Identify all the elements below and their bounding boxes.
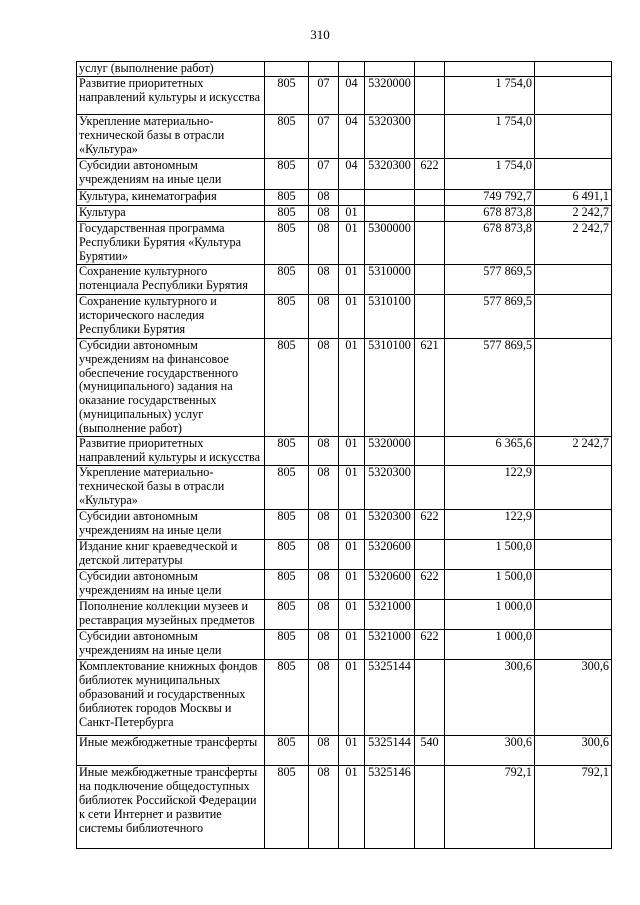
- row-sum-1: 1 000,0: [445, 629, 535, 659]
- row-pr: 01: [339, 294, 365, 338]
- row-ved: 805: [265, 569, 309, 599]
- row-rz: 08: [309, 539, 339, 569]
- row-ved: 805: [265, 765, 309, 848]
- row-csr: 5321000: [365, 599, 415, 629]
- row-sum-1: 749 792,7: [445, 190, 535, 206]
- row-ved: 805: [265, 659, 309, 735]
- row-csr: 5321000: [365, 629, 415, 659]
- row-rz: 08: [309, 629, 339, 659]
- row-pr: 01: [339, 206, 365, 222]
- row-vr: [415, 264, 445, 294]
- row-rz: 07: [309, 115, 339, 159]
- row-vr: [415, 62, 445, 77]
- row-sum-1: 1 000,0: [445, 599, 535, 629]
- row-name: Культура, кинематография: [77, 190, 265, 206]
- table-row: [77, 222, 612, 265]
- row-pr: 04: [339, 159, 365, 190]
- table-row: [77, 115, 612, 159]
- row-rz: [309, 62, 339, 77]
- row-sum-1: 1 754,0: [445, 115, 535, 159]
- row-sum-2: [535, 77, 612, 115]
- table-row: [77, 294, 612, 338]
- row-rz: 08: [309, 569, 339, 599]
- row-csr: 5320000: [365, 437, 415, 466]
- row-vr: [415, 765, 445, 848]
- row-csr: 5320300: [365, 115, 415, 159]
- row-ved: 805: [265, 222, 309, 265]
- row-sum-1: 300,6: [445, 659, 535, 735]
- table-row: [77, 539, 612, 569]
- table-row: [77, 465, 612, 509]
- row-name: Иные межбюджетные трансферты на подключение общедоступных библиотек Российской Федерации к сети Интернет и развитие системы библиотечного: [77, 765, 265, 848]
- row-ved: 805: [265, 294, 309, 338]
- row-vr: [415, 77, 445, 115]
- row-sum-1: 122,9: [445, 465, 535, 509]
- row-pr: 01: [339, 338, 365, 436]
- row-name: Развитие приоритетных направлений культуры и искусства: [77, 437, 265, 466]
- row-rz: 08: [309, 599, 339, 629]
- row-rz: 08: [309, 659, 339, 735]
- row-csr: 5310100: [365, 294, 415, 338]
- row-name: Иные межбюджетные трансферты: [77, 735, 265, 765]
- row-csr: [365, 62, 415, 77]
- row-rz: 08: [309, 735, 339, 765]
- row-name: Государственная программа Республики Бурятия «Культура Бурятии»: [77, 222, 265, 265]
- row-csr: 5310000: [365, 264, 415, 294]
- row-csr: 5320300: [365, 159, 415, 190]
- table-row: [77, 629, 612, 659]
- table-row: [77, 62, 612, 77]
- table-row: [77, 659, 612, 735]
- row-vr: [415, 115, 445, 159]
- row-csr: 5325146: [365, 765, 415, 848]
- table-row: [77, 206, 612, 222]
- row-sum-2: [535, 509, 612, 539]
- row-name: Культура: [77, 206, 265, 222]
- row-rz: 08: [309, 222, 339, 265]
- row-ved: 805: [265, 629, 309, 659]
- row-sum-2: [535, 62, 612, 77]
- row-rz: 08: [309, 264, 339, 294]
- row-vr: [415, 294, 445, 338]
- row-ved: 805: [265, 509, 309, 539]
- page-number: 310: [310, 27, 330, 42]
- row-ved: 805: [265, 159, 309, 190]
- table-row: [77, 159, 612, 190]
- row-vr: 622: [415, 569, 445, 599]
- row-sum-1: 577 869,5: [445, 264, 535, 294]
- row-ved: 805: [265, 599, 309, 629]
- row-ved: 805: [265, 206, 309, 222]
- row-sum-2: 792,1: [535, 765, 612, 848]
- row-sum-2: 2 242,7: [535, 437, 612, 466]
- row-vr: 622: [415, 629, 445, 659]
- row-pr: 01: [339, 509, 365, 539]
- table-row: [77, 77, 612, 115]
- row-vr: [415, 599, 445, 629]
- row-sum-1: 300,6: [445, 735, 535, 765]
- row-vr: 621: [415, 338, 445, 436]
- table-row: [77, 569, 612, 599]
- budget-table: [76, 61, 612, 849]
- row-sum-2: [535, 599, 612, 629]
- row-sum-2: [535, 294, 612, 338]
- row-sum-1: 1 754,0: [445, 77, 535, 115]
- row-ved: 805: [265, 115, 309, 159]
- row-pr: 01: [339, 264, 365, 294]
- table-row: [77, 190, 612, 206]
- row-vr: 622: [415, 509, 445, 539]
- row-rz: 08: [309, 765, 339, 848]
- row-csr: 5320000: [365, 77, 415, 115]
- row-csr: 5320600: [365, 569, 415, 599]
- row-vr: 540: [415, 735, 445, 765]
- row-ved: 805: [265, 190, 309, 206]
- row-csr: 5325144: [365, 735, 415, 765]
- row-ved: 805: [265, 437, 309, 466]
- row-sum-1: 6 365,6: [445, 437, 535, 466]
- row-pr: 01: [339, 569, 365, 599]
- row-vr: [415, 465, 445, 509]
- row-vr: 622: [415, 159, 445, 190]
- row-sum-1: [445, 62, 535, 77]
- row-sum-2: 2 242,7: [535, 222, 612, 265]
- row-sum-2: 2 242,7: [535, 206, 612, 222]
- row-rz: 08: [309, 465, 339, 509]
- row-vr: [415, 190, 445, 206]
- row-pr: [339, 190, 365, 206]
- row-rz: 08: [309, 294, 339, 338]
- row-csr: 5300000: [365, 222, 415, 265]
- row-pr: 04: [339, 77, 365, 115]
- row-rz: 08: [309, 190, 339, 206]
- table-row: [77, 264, 612, 294]
- row-name: услуг (выполнение работ): [77, 62, 265, 77]
- row-sum-1: 1 500,0: [445, 539, 535, 569]
- row-sum-2: [535, 629, 612, 659]
- row-csr: 5325144: [365, 659, 415, 735]
- row-name: Комплектование книжных фондов библиотек муниципальных образований и государственных библиотек городов Москвы и Санкт-Петербурга: [77, 659, 265, 735]
- row-rz: 08: [309, 437, 339, 466]
- row-name: Субсидии автономным учреждениям на иные цели: [77, 569, 265, 599]
- row-ved: 805: [265, 264, 309, 294]
- row-sum-2: [535, 569, 612, 599]
- table-row: [77, 338, 612, 436]
- row-ved: 805: [265, 539, 309, 569]
- row-csr: 5310100: [365, 338, 415, 436]
- row-sum-1: 122,9: [445, 509, 535, 539]
- row-rz: 08: [309, 206, 339, 222]
- row-name: Сохранение культурного и исторического наследия Республики Бурятия: [77, 294, 265, 338]
- row-vr: [415, 659, 445, 735]
- row-name: Укрепление материально-технической базы в отрасли «Культура»: [77, 115, 265, 159]
- table-row: [77, 735, 612, 765]
- row-sum-1: 577 869,5: [445, 338, 535, 436]
- row-name: Пополнение коллекции музеев и реставрация музейных предметов: [77, 599, 265, 629]
- row-sum-1: 678 873,8: [445, 222, 535, 265]
- table-row: [77, 765, 612, 848]
- row-sum-2: [535, 264, 612, 294]
- row-sum-2: 300,6: [535, 735, 612, 765]
- row-pr: 01: [339, 735, 365, 765]
- table-row: [77, 599, 612, 629]
- row-csr: 5320300: [365, 465, 415, 509]
- row-name: Издание книг краеведческой и детской литературы: [77, 539, 265, 569]
- row-ved: 805: [265, 77, 309, 115]
- row-name: Субсидии автономным учреждениям на финансовое обеспечение государственного (муниципального) задания на оказание государственных (муниципальных) услуг (выполнение работ): [77, 338, 265, 436]
- row-name: Субсидии автономным учреждениям на иные цели: [77, 629, 265, 659]
- table-row: [77, 437, 612, 466]
- row-sum-1: 577 869,5: [445, 294, 535, 338]
- row-csr: 5320600: [365, 539, 415, 569]
- row-pr: 01: [339, 629, 365, 659]
- row-vr: [415, 539, 445, 569]
- row-csr: 5320300: [365, 509, 415, 539]
- row-pr: 01: [339, 599, 365, 629]
- row-pr: 04: [339, 115, 365, 159]
- row-sum-1: 678 873,8: [445, 206, 535, 222]
- row-pr: 01: [339, 659, 365, 735]
- row-sum-2: [535, 115, 612, 159]
- row-sum-2: [535, 539, 612, 569]
- row-sum-2: [535, 465, 612, 509]
- row-sum-2: 300,6: [535, 659, 612, 735]
- row-pr: 01: [339, 765, 365, 848]
- row-sum-2: 6 491,1: [535, 190, 612, 206]
- row-rz: 07: [309, 77, 339, 115]
- row-csr: [365, 190, 415, 206]
- row-pr: 01: [339, 465, 365, 509]
- row-ved: 805: [265, 465, 309, 509]
- row-ved: 805: [265, 338, 309, 436]
- row-csr: [365, 206, 415, 222]
- row-pr: [339, 62, 365, 77]
- row-vr: [415, 206, 445, 222]
- row-ved: [265, 62, 309, 77]
- row-pr: 01: [339, 222, 365, 265]
- row-sum-1: 1 754,0: [445, 159, 535, 190]
- row-sum-2: [535, 338, 612, 436]
- table-row: [77, 509, 612, 539]
- row-name: Сохранение культурного потенциала Республики Бурятия: [77, 264, 265, 294]
- row-sum-1: 1 500,0: [445, 569, 535, 599]
- row-name: Субсидии автономным учреждениям на иные цели: [77, 159, 265, 190]
- row-ved: 805: [265, 735, 309, 765]
- row-sum-1: 792,1: [445, 765, 535, 848]
- row-rz: 08: [309, 338, 339, 436]
- row-sum-2: [535, 159, 612, 190]
- row-rz: 08: [309, 509, 339, 539]
- row-rz: 07: [309, 159, 339, 190]
- row-vr: [415, 437, 445, 466]
- row-pr: 01: [339, 437, 365, 466]
- row-vr: [415, 222, 445, 265]
- row-pr: 01: [339, 539, 365, 569]
- row-name: Развитие приоритетных направлений культуры и искусства: [77, 77, 265, 115]
- row-name: Укрепление материально-технической базы в отрасли «Культура»: [77, 465, 265, 509]
- row-name: Субсидии автономным учреждениям на иные цели: [77, 509, 265, 539]
